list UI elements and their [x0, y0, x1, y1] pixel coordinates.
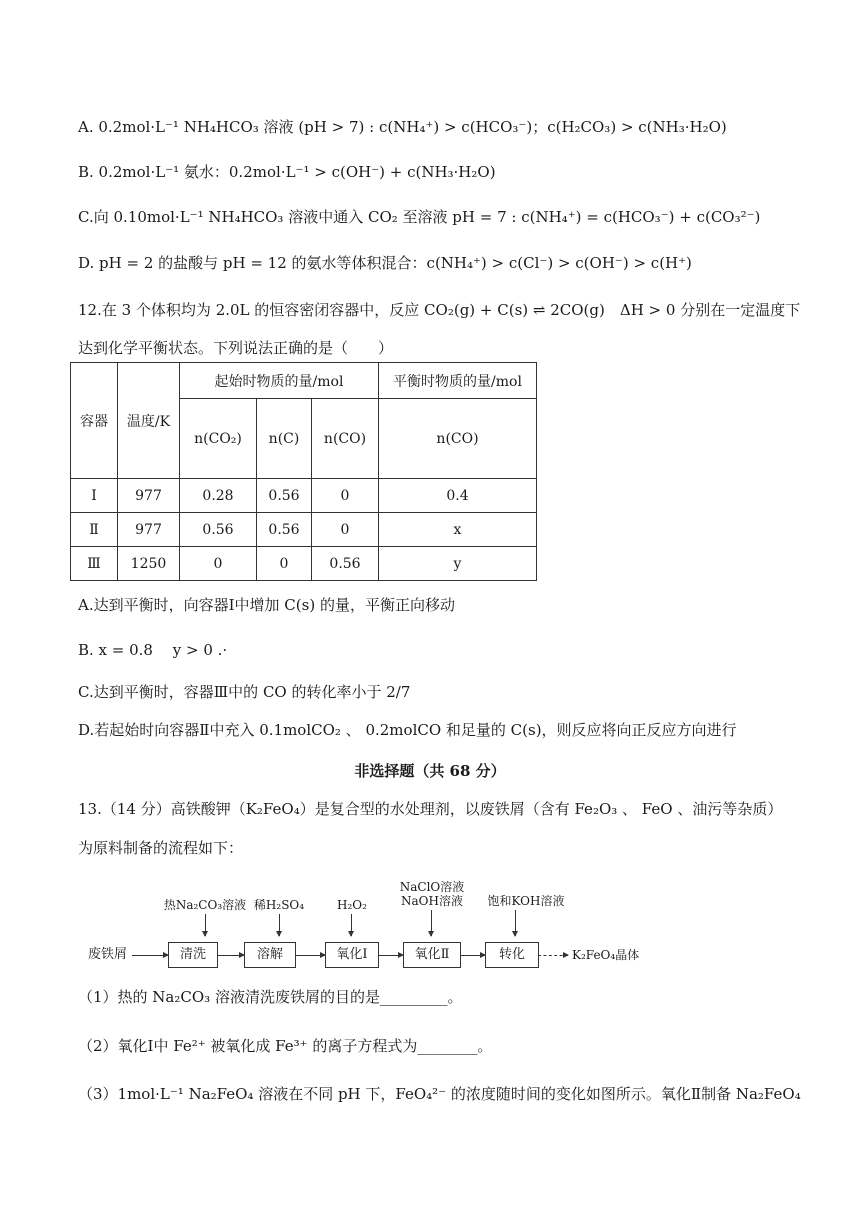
cell-container-id: Ⅰ — [71, 479, 118, 513]
arrow-down-4 — [431, 910, 432, 936]
q11-option-a: A. 0.2mol·L⁻¹ NH₄HCO₃ 溶液 (pH > 7) : c(NH₄⁺) > c(HCO₃⁻)；c(H₂CO₃) > c(NH₃·H₂O) — [78, 118, 727, 136]
cell-container-id: Ⅱ — [71, 513, 118, 547]
arrow-right-dashed — [538, 955, 568, 956]
q13-sub2: （2）氧化Ⅰ中 Fe²⁺ 被氧化成 Fe³⁺ 的离子方程式为________。 — [78, 1037, 493, 1055]
q11-option-b: B. 0.2mol·L⁻¹ 氨水：0.2mol·L⁻¹ > c(OH⁻) + c(NH₃·H₂O) — [78, 163, 496, 181]
cell-eq-co: y — [379, 547, 537, 581]
arrow-right-2 — [295, 955, 325, 956]
cell-co: 0.56 — [312, 547, 379, 581]
flow-end-label: K₂FeO₄晶体 — [572, 948, 640, 962]
cell-co2: 0.56 — [180, 513, 257, 547]
q13-stem-line2: 为原料制备的流程如下： — [78, 839, 244, 857]
arrow-right-4 — [460, 955, 485, 956]
header-eq-n-co: n(CO) — [379, 399, 537, 479]
process-flow-diagram — [88, 876, 648, 976]
q12-option-a: A.达到平衡时，向容器Ⅰ中增加 C(s) 的量，平衡正向移动 — [78, 596, 455, 614]
header-initial-amount: 起始时物质的量/mol — [180, 363, 379, 399]
flow-step-oxidation-2: 氧化Ⅱ — [403, 942, 461, 968]
cell-eq-co: x — [379, 513, 537, 547]
cell-co: 0 — [312, 513, 379, 547]
cell-temp: 977 — [118, 479, 180, 513]
q11-option-d: D. pH = 2 的盐酸与 pH = 12 的氨水等体积混合：c(NH₄⁺) > c(Cl⁻) > c(OH⁻) > c(H⁺) — [78, 254, 692, 272]
reagent-h2o2: H₂O₂ — [337, 898, 367, 912]
header-temperature: 温度/K — [118, 363, 180, 479]
flow-step-conversion: 转化 — [485, 942, 539, 968]
cell-c: 0.56 — [257, 479, 312, 513]
arrow-down-1 — [205, 914, 206, 936]
flow-step-dissolve: 溶解 — [244, 942, 296, 968]
section-title: 非选择题（共 68 分） — [354, 762, 506, 780]
q13-sub1: （1）热的 Na₂CO₃ 溶液清洗废铁屑的目的是_________。 — [78, 988, 463, 1006]
cell-container-id: Ⅲ — [71, 547, 118, 581]
reagent-na2co3: 热Na₂CO₃溶液 — [163, 898, 247, 912]
table-row — [71, 479, 537, 513]
table-row — [71, 547, 537, 581]
header-container: 容器 — [71, 363, 118, 479]
q11-option-c: C.向 0.10mol·L⁻¹ NH₄HCO₃ 溶液中通入 CO₂ 至溶液 pH = 7 : c(NH₄⁺) = c(HCO₃⁻) + c(CO₃²⁻) — [78, 208, 761, 226]
reagent-naclo-naoh: NaClO溶液 NaOH溶液 — [399, 880, 465, 908]
q12-stem-line1: 12.在 3 个体积均为 2.0L 的恒容密闭容器中，反应 CO₂(g) + C(s) ⇌ 2CO(g) ΔH > 0 分别在一定温度下 — [78, 301, 801, 319]
header-equilibrium-amount: 平衡时物质的量/mol — [379, 363, 537, 399]
cell-co2: 0.28 — [180, 479, 257, 513]
cell-c: 0 — [257, 547, 312, 581]
cell-temp: 1250 — [118, 547, 180, 581]
table-row — [71, 513, 537, 547]
q12-data-table — [70, 362, 537, 581]
q13-stem-line1: 13.（14 分）高铁酸钾（K₂FeO₄）是复合型的水处理剂，以废铁屑（含有 Fe₂O₃ 、 FeO 、油污等杂质） — [78, 800, 783, 818]
reagent-koh: 饱和KOH溶液 — [487, 894, 565, 908]
cell-temp: 977 — [118, 513, 180, 547]
q12-option-c: C.达到平衡时，容器Ⅲ中的 CO 的转化率小于 2/7 — [78, 683, 411, 701]
q12-option-d: D.若起始时向容器Ⅱ中充入 0.1molCO₂ 、 0.2molCO 和足量的 C(s)，则反应将向正反应方向进行 — [78, 721, 737, 739]
flow-step-clean: 清洗 — [168, 942, 218, 968]
header-n-co: n(CO) — [312, 399, 379, 479]
cell-c: 0.56 — [257, 513, 312, 547]
cell-co2: 0 — [180, 547, 257, 581]
arrow-right-1 — [217, 955, 244, 956]
flow-step-oxidation-1: 氧化Ⅰ — [325, 942, 379, 968]
flow-start-label: 废铁屑 — [88, 947, 128, 962]
arrow-right-3 — [378, 955, 403, 956]
header-n-c: n(C) — [257, 399, 312, 479]
q12-option-b: B. x = 0.8 y > 0 .· — [78, 641, 228, 659]
reagent-h2so4: 稀H₂SO₄ — [253, 898, 305, 912]
arrow-down-5 — [515, 910, 516, 936]
header-n-co2: n(CO₂) — [180, 399, 257, 479]
cell-eq-co: 0.4 — [379, 479, 537, 513]
arrow-right-0 — [132, 955, 168, 956]
arrow-down-3 — [351, 914, 352, 936]
q13-sub3: （3）1mol·L⁻¹ Na₂FeO₄ 溶液在不同 pH 下，FeO₄²⁻ 的浓度随时间的变化如图所示。氧化Ⅱ制备 Na₂FeO₄ — [78, 1085, 801, 1103]
q12-stem-line2: 达到化学平衡状态。下列说法正确的是（ ） — [78, 339, 394, 357]
cell-co: 0 — [312, 479, 379, 513]
arrow-down-2 — [279, 914, 280, 936]
